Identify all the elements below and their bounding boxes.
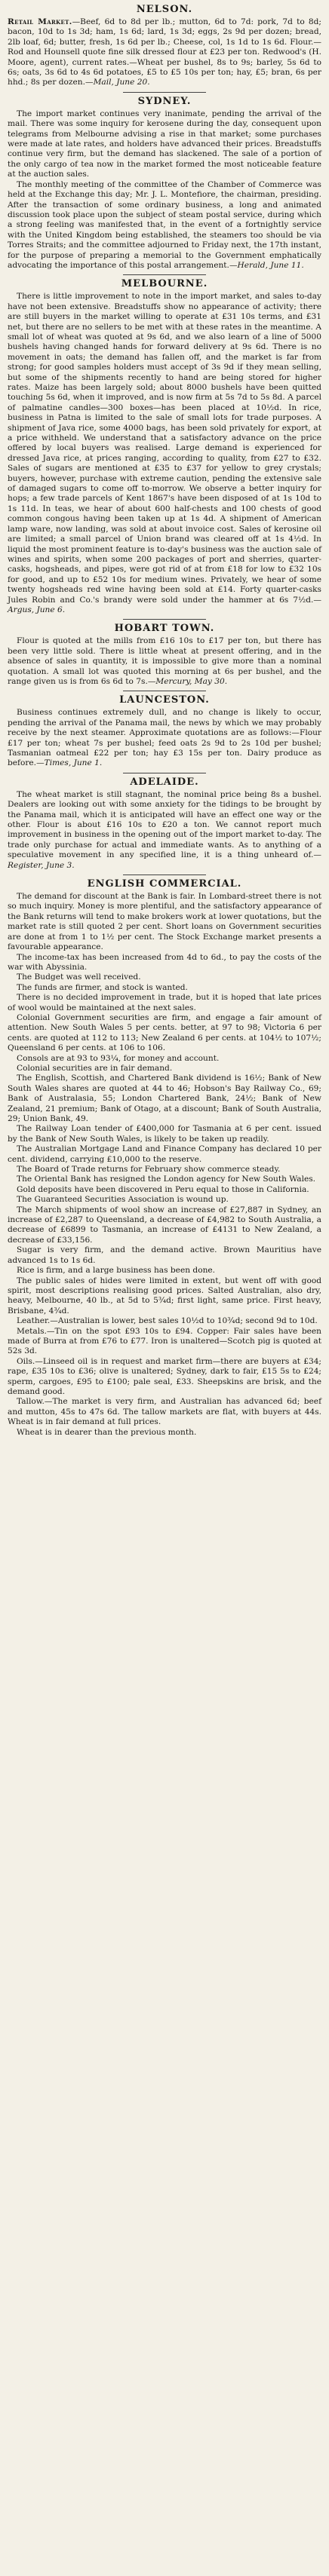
paragraph-text: —Beef, 6d to 8d per lb.; mutton, 6d to 7d: pork, 7d to 8d; bacon, 10d to 1s 3d; ham, 1s 6d; lard, 1s 3d; eggs, 2s 9d per dozen; bread, 2lb loaf, 6d; butter, fresh, 1s 6d per lb.; Cheese, col, 1s 1d to 1s 6d. Flour.—Rod and Hounsell quote fine silk dressed flour at £23 per ton. Redwood's (H. Moore, agent), current rates.—Wheat per bushel, 8s to 9s; barley, 5s 6d to 6s; oats, 3s 6d to 4s 6d potatoes, £5 to £5 10s per ton; hay, £5; bran, 6s per hhd.; 8s per dozen. [8, 17, 321, 87]
paragraph [8, 17, 321, 88]
news-section [8, 4, 321, 88]
paragraph [8, 1013, 321, 1054]
paragraph [8, 1124, 321, 1144]
source-citation: —Register, June 3. [8, 850, 321, 870]
source-citation: —Argus, June 6. [8, 595, 321, 614]
paragraph-text: Metals.—Tin on the spot £93 10s to £94. Copper: Fair sales have been made of Burra at from £76 to £77. Iron is unaltered—Scotch pig is quoted at 52s 3d. [8, 1326, 321, 1356]
section-heading: ENGLISH COMMERCIAL. [87, 878, 242, 890]
paragraph-text: There is no decided improvement in trade, but it is hoped that late prices of wool would be maintained at the next sales. [8, 993, 321, 1012]
paragraph-text: Colonial securities are in fair demand. [17, 1063, 173, 1073]
paragraph [8, 1357, 321, 1398]
paragraph [8, 1205, 321, 1246]
paragraph-text: The Oriental Bank has resigned the London agency for New South Wales. [17, 1175, 316, 1184]
source-citation: —Mail, June 20. [85, 78, 150, 87]
paragraph [8, 1074, 321, 1124]
paragraph [8, 1397, 321, 1427]
paragraph-text: The demand for discount at the Bank is fair. In Lombard-street there is not so much inquiry. Money is more plentiful, and the satisfactory appearance of the Bank returns will tend to make brokers work at lower quotations, but the market rate is still quoted 2 per cent. Short loans on Government securities are done at from 1 to 1½ per cent. The Stock Exchange market presents a favourable appearance. [8, 892, 321, 952]
paragraph-text: Leather.—Australian is lower, best sales 10½d to 10¾d; second 9d to 10d. [17, 1316, 318, 1326]
news-section [8, 274, 321, 615]
paragraph-text: Gold deposits have been discovered in Peru equal to those in California. [17, 1184, 309, 1194]
paragraph-text: Rice is firm, and a large business has been done. [17, 1266, 216, 1276]
paragraph [8, 1185, 321, 1195]
paragraph [8, 1245, 321, 1266]
paragraph-text: Sugar is very firm, and the demand active. Brown Mauritius have advanced 1s to 1s 6d. [8, 1245, 321, 1265]
paragraph [8, 292, 321, 615]
paragraph-text: The income-tax has been increased from 4d to 6d., to pay the costs of the war with Abyssinia. [8, 952, 321, 972]
paragraph-text: The Budget was well received. [17, 973, 141, 982]
paragraph-text: Wheat is in dearer than the previous month. [17, 1427, 197, 1437]
paragraph-text: The English, Scottish, and Chartered Bank dividend is 16½; Bank of New South Wales shares are quoted at 44 to 46; Hobson's Bay Railway Co., 69; Bank of Australasia, 55; London Chartered Bank, 24½; Bank of New Zealand, 21 premium; Bank of Otago, at a discount; Bank of South Australia, 29; Union Bank, 49. [8, 1074, 321, 1123]
section-heading: SYDNEY. [137, 95, 192, 107]
section-heading: LAUNCESTON. [119, 694, 210, 706]
paragraph [8, 1175, 321, 1184]
paragraph-lead: Retail Market. [8, 17, 72, 26]
paragraph-text: The public sales of hides were limited in extent, but went off with good spirit, most descriptions realising good prices. Salted Australian, also dry, heavy, Melbourne, 40 lb., at 5d to 5¾d; first light, same price. First heavy, Brisbane, 4¾d. [8, 1276, 321, 1316]
paragraph-text: The Australian Mortgage Land and Finance Company has declared 10 per cent. dividend, carrying £10,000 to the reserve. [8, 1144, 321, 1164]
paragraph [8, 993, 321, 1013]
section-heading: MELBOURNE. [121, 278, 208, 290]
paragraph-text: Oils.—Linseed oil is in request and market firm—there are buyers at £34; rape, £35 10s to £36; olive is unaltered; Sydney, dark to fair, £15 5s to £24; sperm, cargoes, £95 to £100; pale seal, £33. Sheepskins are brisk, and the demand good. [8, 1356, 321, 1396]
paragraph [8, 636, 321, 687]
paragraph-text: The import market continues very inanimate, pending the arrival of the mail. There was some inquiry for kerosene during the day, consequent upon telegrams from Melbourne advising a rise in that market; some purchases were made at late rates, and holders have advanced their prices. Breadstuffs continue very firm, but the demand has slackened. The sale of a portion of the only cargo of tea now in the market formed the most noticeable feature at the auction sales. [8, 109, 321, 179]
paragraph-text: The monthly meeting of the committee of the Chamber of Commerce was held at the Exchange this day; Mr. J. L. Montefiore, the chairman, presiding. After the transaction of some ordinary business, a long and animated discussion took place upon the subject of steam postal service, during which a strong feeling was manifested that, in the event of a fortnightly service with the United Kingdom being established, the steamers too should be via Torres Straits; and the committee adjourned to Friday next, the 17th instant, for the purpose of preparing a memorial to the Government emphatically advocating the importance of this postal arrangement. [8, 179, 321, 270]
paragraph [8, 1266, 321, 1276]
paragraph-text: Business continues extremely dull, and no change is likely to occur, pending the arrival of the Panama mail, the news by which we may probably receive by the next steamer. Approximate quotations are as follows:—Flour £17 per ton; wheat 7s per bushel; feed oats 2s 9d to 2s 10d per bushel; Tasmanian oatmeal £22 per ton; hay £3 15s per ton. Dairy produce as before. [8, 708, 321, 768]
paragraph-text: The Guaranteed Securities Association is wound up. [17, 1195, 229, 1205]
news-section [8, 773, 321, 871]
paragraph [8, 790, 321, 871]
section-divider [123, 874, 206, 875]
news-section [8, 874, 321, 1438]
paragraph-text: The Railway Loan tender of £400,000 for Tasmania at 6 per cent. issued by the Bank of New South Wales, is likely to be taken up readily. [8, 1124, 321, 1144]
paragraph-text: The funds are firmer, and stock is wanted. [17, 982, 188, 992]
paragraph [8, 953, 321, 973]
source-citation: —Herald, June 11. [229, 260, 304, 270]
paragraph [8, 180, 321, 271]
paragraph [8, 1054, 321, 1064]
paragraph [8, 1144, 321, 1165]
paragraph-text: The March shipments of wool show an increase of £27,887 in Sydney, an increase of £2,287 to Queensland, a decrease of £4,982 to South Australia, a decrease of £6899 to Tasmania, an increase of £4131 to New Zealand, a decrease of £33,156. [8, 1205, 321, 1245]
paragraph-text: Colonial Government securities are firm, and engage a fair amount of attention. New South Wales 5 per cents. better, at 97 to 98; Victoria 6 per cents. are quoted at 112 to 113; New Zealand 6 per cents. at 104½ to 107½; Queensland 6 per cents. at 106 to 106. [8, 1012, 321, 1053]
paragraph [8, 1276, 321, 1317]
paragraph [8, 109, 321, 180]
paragraph [8, 1195, 321, 1205]
paragraph-text: There is little improvement to note in the import market, and sales to-day have not been extensive. Breadstuffs show no appearance of activity; there are still buyers in the market willing to operate at £31 10s terms, and £31 net, but there are no sellers to be met with at these rates in the meantime. A small lot of wheat was quoted at 9s 6d, and we also learn of a line of 5000 bushels having changed hands for forward delivery at 9s 6d. There is no movement in oats; the demand has fallen off, and the market is far from strong; for good samples holders must accept of 3s 9d if they mean selling, but some of the shipments recently to hand are being stored for higher rates. Maize has been largely sold; about 8000 bushels have been quitted touching 5s 6d, when it improved, and is now firm at 5s 7d to 5s 8d. A parcel of palmatine candles—300 boxes—has been placed at 10½d. In rice, business in Patna is limited to the sale of small lots for trade purposes. A shipment of Java rice, some 4000 bags, has been sold privately for export, at a price withheld. We understand that a satisfactory advance on the price offered by local buyers was realised. Large demand is experienced for dressed Java rice, at prices ranging, according to quality, from £27 to £32. Sales of sugars are mentioned at £35 to £37 for yellow to grey crystals; buyers, however, purchase with extreme caution, pending the extensive sale of damaged sugars to come off to-morrow. We observe a better inquiry for hops; a few trade parcels of Kent 1867's have been disposed of at 1s 10d to 1s 11d. In teas, we hear of about 600 half-chests and 100 chests of good common congous having been taken up at 1s 4d. A shipment of American lamp ware, now landing, was sold at about invoice cost. Sales of kerosine oil are limited; a small parcel of Union brand was cleared off at 1s 4½d. In liquid the most prominent feature is to-day's business was the auction sale of wines and spirits, when some 200 packages of port and sherries, quarter-casks, hogsheads, and pipes, were got rid of at from £18 for low to £32 10s for good, and up to £52 10s for medium wines. Privately, we hear of some twenty hogsheads red wine having been sold at £14. Forty quarter-casks Jules Robin and Co.'s brandy were sold under the hammer at 6s 7½d. [8, 292, 321, 605]
paragraph-text: The wheat market is still stagnant, the nominal price being 8s a bushel. Dealers are looking out with some anxiety for the tidings to be brought by the Panama mail, which it is anticipated will have an effect one way or the other. Flour is about £16 10s to £20 a ton. We cannot report much improvement in business in the opening out of the import market to-day. The trade only purchase for actual and immediate wants. As to anything of a speculative movement in any specified line, it is a thing unheard of. [8, 789, 321, 860]
paragraph [8, 1064, 321, 1074]
section-heading: HOBART TOWN. [114, 623, 215, 635]
news-section [8, 92, 321, 271]
source-citation: —Mercury, May 30. [147, 676, 228, 686]
paragraph-text: The Board of Trade returns for February show commerce steady. [17, 1165, 281, 1175]
section-heading: NELSON. [136, 4, 193, 15]
section-divider [123, 92, 206, 93]
section-heading: ADELAIDE. [130, 776, 199, 788]
paragraph [8, 1428, 321, 1438]
news-section [8, 691, 321, 768]
paragraph-text: Consols are at 93 to 93¼, for money and account. [17, 1053, 220, 1063]
section-divider [123, 274, 206, 275]
paragraph-text: Tallow.—The market is very firm, and Australian has advanced 6d; beef and mutton, 45s to 47s 6d. The tallow markets are flat, with buyers at 44s. Wheat is in fair demand at full prices. [8, 1397, 321, 1427]
paragraph [8, 983, 321, 993]
paragraph [8, 1165, 321, 1175]
news-section [8, 619, 321, 687]
paragraph [8, 1316, 321, 1326]
paragraph [8, 973, 321, 982]
paragraph [8, 1327, 321, 1357]
paragraph [8, 892, 321, 952]
paragraph-text: Flour is quoted at the mills from £16 10s to £17 per ton, but there has been very little sold. There is little wheat at present offering, and in the absence of sales in quantity, it is impossible to give more than a nominal quotation. A small lot was quoted this morning at 6s per bushel, and the range given us is from 6s 6d to 7s. [8, 636, 321, 686]
source-citation: —Times, June 1. [36, 758, 103, 768]
paragraph [8, 708, 321, 768]
section-divider [123, 619, 206, 620]
